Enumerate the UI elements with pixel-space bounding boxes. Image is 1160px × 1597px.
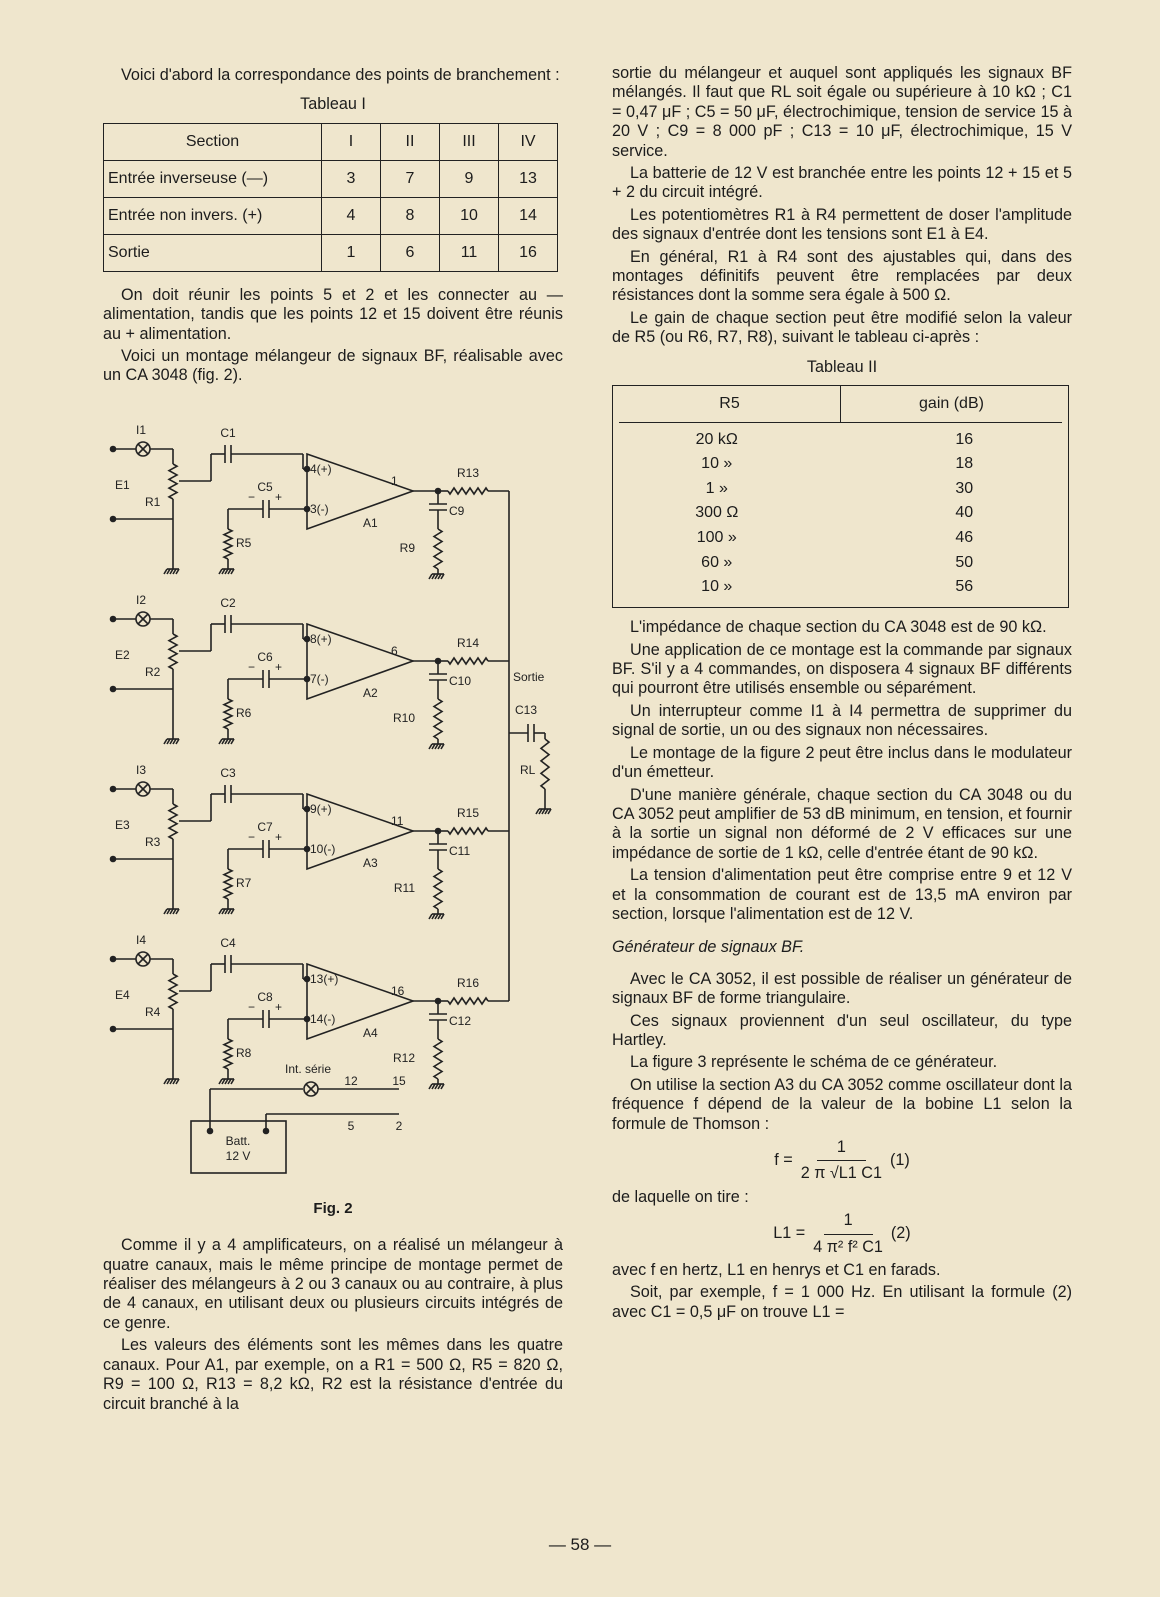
paragraph: La batterie de 12 V est branchée entre les points 12 + 15 et 5 + 2 du circuit intégré. [612,164,1072,202]
right-column [612,64,1072,1325]
table-row [613,501,1068,526]
formula-lhs: L1 = [773,1224,806,1243]
paragraph: Voici un montage mélangeur de signaux BF, réalisable avec un CA 3048 (fig. 2). [103,347,563,385]
table-cell: Entrée non invers. (+) [104,197,322,234]
table-cell: 10 » [701,455,733,473]
input-label: E1 [115,477,130,492]
paragraph: Le montage de la figure 2 peut être inclus dans le modulateur d'un émetteur. [612,743,1072,782]
cap-label: C1 [220,425,236,440]
table-cell: Entrée inverseuse (—) [104,160,322,197]
table-header-cell: I [322,123,381,160]
pin-label: 1 [391,473,398,488]
table-cell: 10 » [701,578,733,596]
cap-label: C3 [220,765,236,780]
resistor-label: R10 [392,710,415,725]
table-cell: 10 [440,197,499,234]
table-cell: 6 [381,234,440,271]
formula-numerator: 1 [824,1211,873,1234]
resistor-symbol [434,699,442,739]
input-terminal [111,446,116,451]
paragraph: Soit, par exemple, f = 1 000 Hz. En utilisant la formule (2) avec C1 = 0,5 μF on trouve L1 = [612,1283,1072,1321]
intro-paragraph: Voici d'abord la correspondance des points de branchement : [121,66,560,84]
table-cell: 4 [322,197,381,234]
paragraph: L'impédance de chaque section du CA 3048 est de 90 kΩ. [630,618,1047,637]
pin-label: 4(+) [310,461,332,476]
polarity-minus: − [248,829,256,844]
table1-caption: Tableau I [300,95,366,114]
figure-caption: Fig. 2 [313,1199,353,1217]
table-row [613,452,1068,477]
formula-numerator: 1 [817,1138,866,1161]
potentiometer-symbol [169,464,177,499]
resistor-symbol [448,658,488,664]
resistor-symbol [434,869,442,909]
cap-label: C13 [515,702,538,717]
paragraph: En général, R1 à R4 sont des ajustables qui, dans des montages définitifs peuvent être remplacées par deux résistances dont la somme sera égale à 500 Ω. [612,247,1072,305]
resistor-symbol [224,699,232,729]
formula-1 [612,1138,1072,1184]
supply-switch-label: Int. série [284,1061,332,1076]
polarity-plus: + [275,829,283,844]
pin-label: 11 [391,813,404,828]
formula-2 [612,1211,1072,1257]
pin-label: 8(+) [310,631,332,646]
table-header-row [104,123,558,160]
paragraph: avec f en hertz, L1 en henrys et C1 en farads. [612,1261,941,1280]
table-cell: 20 kΩ [695,430,738,448]
input-terminal [111,786,116,791]
table-row [104,197,558,234]
pin-label: 14(-) [310,1011,336,1026]
table-cell: 18 [955,455,974,473]
table-header-cell: R5 [719,395,740,413]
table-cell: 13 [499,160,558,197]
table-cell: 8 [381,197,440,234]
table-cell: 300 Ω [695,504,739,522]
table-header-cell: IV [499,123,558,160]
input-label: E2 [115,647,130,662]
resistor-symbol [434,529,442,569]
pin-label: 9(+) [310,801,332,816]
table-row [104,160,558,197]
resistor-label: R9 [399,540,415,555]
paragraph: Un interrupteur comme I1 à I4 permettra de supprimer du signal de sortie, un ou des signaux non nécessaires. [612,701,1072,740]
amp-label: A4 [363,1025,378,1040]
resistor-symbol [224,1039,232,1069]
table-cell: 11 [440,234,499,271]
paragraph: sortie du mélangeur et auquel sont appliqués les signaux BF mélangés. Il faut que RL soit égale ou supérieure à 10 kΩ ; C1 = 0,47 μF ; C5 = 50 μF, électrochimique, tension de service 15 à 20 V ; C9 = 8 000 pF ; C13 = 10 μF, électrochimique, 15 V service. [612,64,1072,160]
resistor-label: R12 [392,1050,415,1065]
formula-ref: (1) [889,1151,910,1170]
table-cell: 100 » [696,529,737,547]
table-header-cell: II [381,123,440,160]
table-header-cell: Section [104,123,322,160]
table-cell: 40 [955,504,974,522]
table-row [613,525,1068,550]
table-header-cell: III [440,123,499,160]
resistor-symbol [434,1039,442,1079]
resistor-label: R15 [456,805,480,820]
cap-label: C12 [449,1013,472,1028]
formula-ref: (2) [890,1224,911,1243]
table-cell: 50 [955,553,974,571]
table-cell: 14 [499,197,558,234]
polarity-plus: + [275,489,283,504]
resistor-label: R5 [236,535,252,550]
potentiometer-symbol [169,804,177,839]
load-label: RL [520,762,536,777]
potentiometer-symbol [169,974,177,1009]
table-row [613,575,1068,600]
pin-label: 3(-) [310,501,329,516]
paragraph: de laquelle on tire : [612,1187,749,1206]
table1 [103,123,558,272]
table-cell: 7 [381,160,440,197]
pin-label: 16 [391,983,405,998]
paragraph: Une application de ce montage est la commande par signaux BF. S'il y a 4 commandes, on disposera 4 signaux BF différents qui pourront être utilisés ensemble ou séparément. [612,640,1072,698]
battery-label: 12 V [225,1148,251,1163]
polarity-minus: − [248,999,256,1014]
cap-label: C5 [257,479,273,494]
pin-dot [305,466,310,471]
figure-2-schematic [103,389,563,1219]
table-cell: 1 » [705,479,728,497]
table-header-row [619,386,1062,423]
formula-denominator: 4 π² f² C1 [813,1237,883,1256]
resistor-symbol [448,488,488,494]
pin-dot [305,636,310,641]
switch-label: I1 [135,422,147,437]
input-terminal [111,616,116,621]
paragraph: Avec le CA 3052, il est possible de réaliser un générateur de signaux BF de forme triangulaire. [612,969,1072,1008]
switch-label: I4 [135,932,147,947]
input-label: E4 [115,987,130,1002]
pin-label: 5 [347,1118,355,1133]
table-cell: 3 [322,160,381,197]
paragraph: D'une manière générale, chaque section du CA 3048 ou du CA 3052 peut amplifier de 53 dB minimum, en tension, et fournir à la sortie un signal non déformé de 2 V efficaces sur une impédance de sortie de 1 kΩ, celle d'entrée étant de 90 kΩ. [612,785,1072,862]
battery-label: Batt. [225,1133,251,1148]
output-label: Sortie [513,669,545,684]
potentiometer-symbol [169,634,177,669]
input-label: E3 [115,817,130,832]
page-number: — 58 — [548,1535,612,1554]
table-cell: 46 [955,529,974,547]
paragraph: Ces signaux proviennent d'un seul oscillateur, du type Hartley. [612,1011,1072,1049]
switch-label: I2 [135,592,147,607]
pin-label: 15 [392,1073,406,1088]
resistor-symbol [541,739,549,789]
table-row [613,550,1068,575]
polarity-minus: − [248,659,256,674]
resistor-symbol [224,869,232,899]
table-cell: 30 [955,479,974,497]
resistor-label: R7 [236,875,252,890]
section-heading: Générateur de signaux BF. [612,938,805,957]
input-terminal [111,686,116,691]
table-cell: 60 » [701,553,733,571]
polarity-plus: + [275,999,283,1014]
pot-label: R1 [145,494,161,509]
switch-label: I3 [135,762,147,777]
resistor-label: R6 [236,705,252,720]
paragraph: La tension d'alimentation peut être comprise entre 9 et 12 V et la consommation de courant est de 13,5 mA environ par section, lorsque l'alimentation est de 12 V. [612,866,1072,923]
cap-label: C10 [449,673,472,688]
resistor-symbol [448,998,488,1004]
formula-denominator: 2 π √L1 C1 [800,1164,882,1183]
pin-label: 7(-) [310,671,329,686]
amp-label: A1 [363,515,378,530]
cap-label: C7 [257,819,273,834]
paragraph: On doit réunir les points 5 et 2 et les connecter au — alimentation, tandis que les points 12 et 15 doivent être réunis au + alimentation. [103,285,563,343]
cap-label: C11 [449,843,471,858]
left-column [103,66,563,1417]
table-header-cell: gain (dB) [919,395,984,413]
amp-label: A2 [363,685,378,700]
pin-label: 6 [391,643,398,658]
resistor-label: R16 [456,975,480,990]
pin-label: 12 [344,1073,358,1088]
pin-dot [305,806,310,811]
table-row [613,476,1068,501]
resistor-symbol [224,529,232,559]
table2-caption: Tableau II [806,357,878,376]
table-cell: 16 [955,430,974,448]
paragraph: Comme il y a 4 amplificateurs, on a réalisé un mélangeur à quatre canaux, mais le même principe de montage permet de réaliser des mélangeurs à 2 ou 3 canaux ou au contraire, à plus de 4 canaux, en utilisant deux ou plusieurs circuits intégrés de ce genre. [103,1236,563,1332]
formula-lhs: f = [774,1151,793,1170]
table-cell: 56 [955,578,974,596]
table-row [104,234,558,271]
table-cell: 9 [440,160,499,197]
resistor-symbol [448,828,488,834]
formula-fraction [801,1138,882,1184]
resistor-label: R13 [456,465,480,480]
cap-label: C6 [257,649,273,664]
formula-fraction [813,1211,883,1257]
resistor-label: R14 [456,635,480,650]
pin-label: 13(+) [310,971,339,986]
paragraph: Les valeurs des éléments sont les mêmes dans les quatre canaux. Pour A1, par exemple, on a R1 = 500 Ω, R5 = 820 Ω, R9 = 100 Ω, R13 = 8,2 kΩ, R2 est la résistance d'entrée du circuit branché à la [103,1336,563,1413]
input-terminal [111,1026,116,1031]
pin-label: 2 [395,1118,403,1133]
input-terminal [111,516,116,521]
cap-label: C8 [257,989,273,1004]
input-terminal [111,956,116,961]
pin-label: 10(-) [310,841,336,856]
paragraph: Le gain de chaque section peut être modifié selon la valeur de R5 (ou R6, R7, R8), suivant le tableau ci-après : [612,308,1072,347]
polarity-plus: + [275,659,283,674]
table-cell: Sortie [104,234,322,271]
paragraph: Les potentiomètres R1 à R4 permettent de doser l'amplitude des signaux d'entrée dont les tensions sont E1 à E4. [612,205,1072,244]
table-cell: 16 [499,234,558,271]
amp-label: A3 [363,855,378,870]
resistor-label: R8 [236,1045,252,1060]
pot-label: R2 [145,664,161,679]
resistor-label: R11 [393,880,415,895]
cap-label: C2 [220,595,236,610]
table-row [613,427,1068,452]
paragraph: La figure 3 représente le schéma de ce générateur. [630,1053,998,1072]
cap-label: C9 [449,503,465,518]
paragraph: On utilise la section A3 du CA 3052 comme oscillateur dont la fréquence f dépend de la valeur de la bobine L1 selon la formule de Thomson : [612,1075,1072,1133]
input-terminal [111,856,116,861]
pot-label: R3 [145,834,161,849]
table-cell: 1 [322,234,381,271]
pin-dot [305,976,310,981]
table2 [612,385,1069,608]
polarity-minus: − [248,489,256,504]
pot-label: R4 [145,1004,161,1019]
cap-label: C4 [220,935,236,950]
